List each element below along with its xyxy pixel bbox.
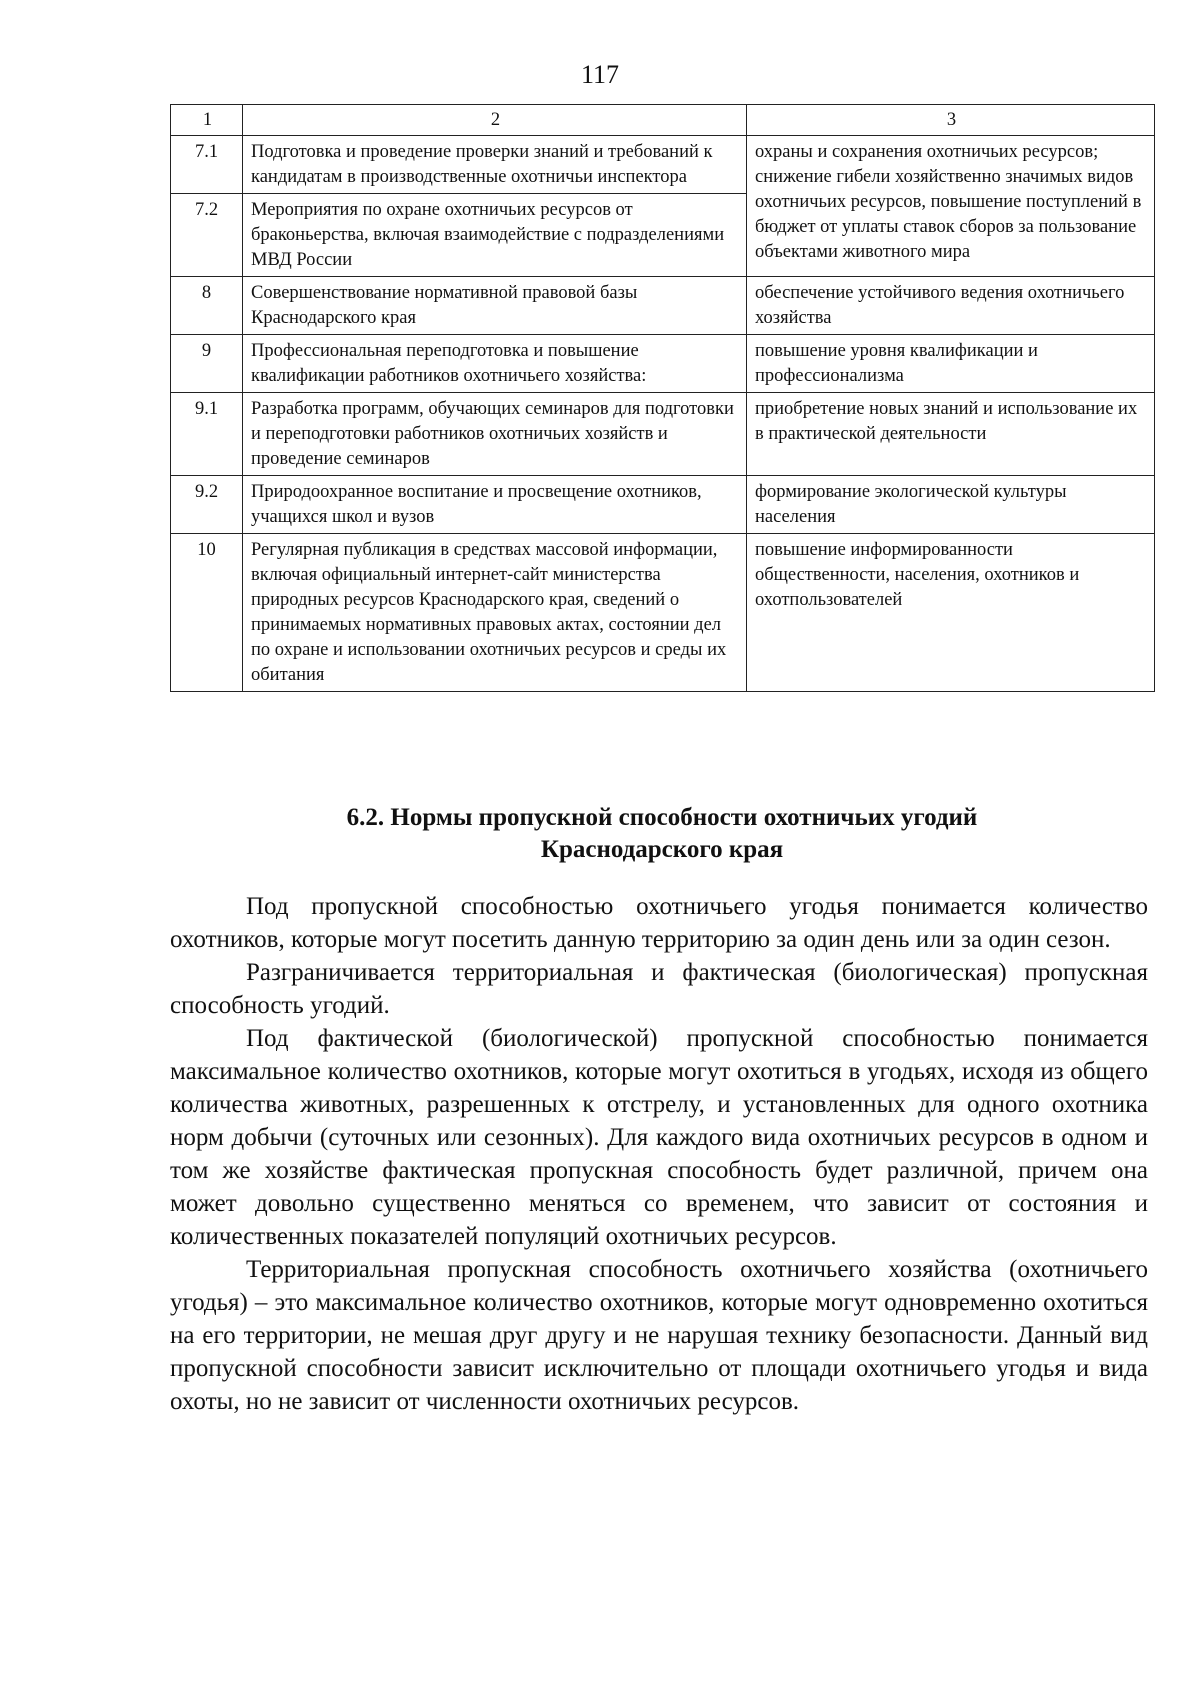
row-number: 8: [171, 277, 243, 335]
table-header-row: [171, 105, 1155, 136]
table-row: [171, 136, 1155, 194]
table-row: [171, 277, 1155, 335]
activity-cell: Подготовка и проведение проверки знаний и требований к кандидатам в производственные охотничьи инспектора: [243, 136, 747, 194]
paragraph: Территориальная пропускная способность охотничьего хозяйства (охотничьего угодья) – это максимальное количество охотников, которые могут одновременно охотиться на его территории, не мешая друг другу и не нарушая технику безопасности. Данный вид пропускной способности зависит исключительно от площади охотничьего угодья и вида охоты, но не зависит от численности охотничьих ресурсов.: [170, 1256, 1148, 1415]
row-number: 7.1: [171, 136, 243, 194]
header-cell: 3: [747, 105, 1155, 136]
row-number: 9.2: [171, 476, 243, 534]
page-number: 117: [580, 60, 620, 89]
result-cell: повышение уровня квалификации и профессионализма: [747, 335, 1155, 393]
paragraph: Под фактической (биологической) пропускной способностью понимается максимальное количество охотников, которые могут охотиться в угодьях, исходя из общего количества животных, разрешенных к отстрелу, и установленных для одного охотника норм добычи (суточных или сезонных). Для каждого вида охотничьих ресурсов в одном и том же хозяйстве фактическая пропускная способность будет различной, причем она может довольно существенно меняться со временем, что зависит от состояния и количественных показателей популяций охотничьих ресурсов.: [170, 1025, 1148, 1250]
activity-cell: Регулярная публикация в средствах массовой информации, включая официальный интернет-сайт министерства природных ресурсов Краснодарского края, сведений о принимаемых нормативных правовых актах, состоянии дел по охране и использовании охотничьих ресурсов и среды их обитания: [243, 534, 747, 692]
activity-cell: Профессиональная переподготовка и повышение квалификации работников охотничьего хозяйства:: [243, 335, 747, 393]
table-row: [171, 335, 1155, 393]
result-cell: обеспечение устойчивого ведения охотничьего хозяйства: [747, 277, 1155, 335]
activity-cell: Мероприятия по охране охотничьих ресурсов от браконьерства, включая взаимодействие с подразделениями МВД России: [243, 194, 747, 277]
table-row: [171, 476, 1155, 534]
table-row: [171, 393, 1155, 476]
header-cell: 1: [171, 105, 243, 136]
activity-cell: Совершенствование нормативной правовой базы Краснодарского края: [243, 277, 747, 335]
activity-cell: Разработка программ, обучающих семинаров для подготовки и переподготовки работников охотничьих хозяйств и проведение семинаров: [243, 393, 747, 476]
section-title: [170, 802, 1154, 866]
result-cell: повышение информированности общественности, населения, охотников и охотпользователей: [747, 534, 1155, 692]
paragraph: Под пропускной способностью охотничьего угодья понимается количество охотников, которые могут посетить данную территорию за один день или за один сезон.: [170, 893, 1148, 953]
row-number: 9: [171, 335, 243, 393]
row-number: 10: [171, 534, 243, 692]
header-cell: 2: [243, 105, 747, 136]
paragraph: Разграничивается территориальная и фактическая (биологическая) пропускная способность угодий.: [170, 959, 1148, 1019]
result-cell: приобретение новых знаний и использование их в практической деятельности: [747, 393, 1155, 476]
measures-table: [170, 104, 1155, 692]
result-cell: формирование экологической культуры населения: [747, 476, 1155, 534]
section-title-line: Краснодарского края: [540, 836, 784, 863]
result-cell: охраны и сохранения охотничьих ресурсов; снижение гибели хозяйственно значимых видов охотничьих ресурсов, повышение поступлений в бюджет от уплаты ставок сборов за пользование объектами животного мира: [747, 136, 1155, 277]
body-text: [170, 890, 1148, 1418]
section-title-line: 6.2. Нормы пропускной способности охотничьих угодий: [346, 804, 978, 831]
activity-cell: Природоохранное воспитание и просвещение охотников, учащихся школ и вузов: [243, 476, 747, 534]
row-number: 9.1: [171, 393, 243, 476]
table-row: [171, 534, 1155, 692]
row-number: 7.2: [171, 194, 243, 277]
